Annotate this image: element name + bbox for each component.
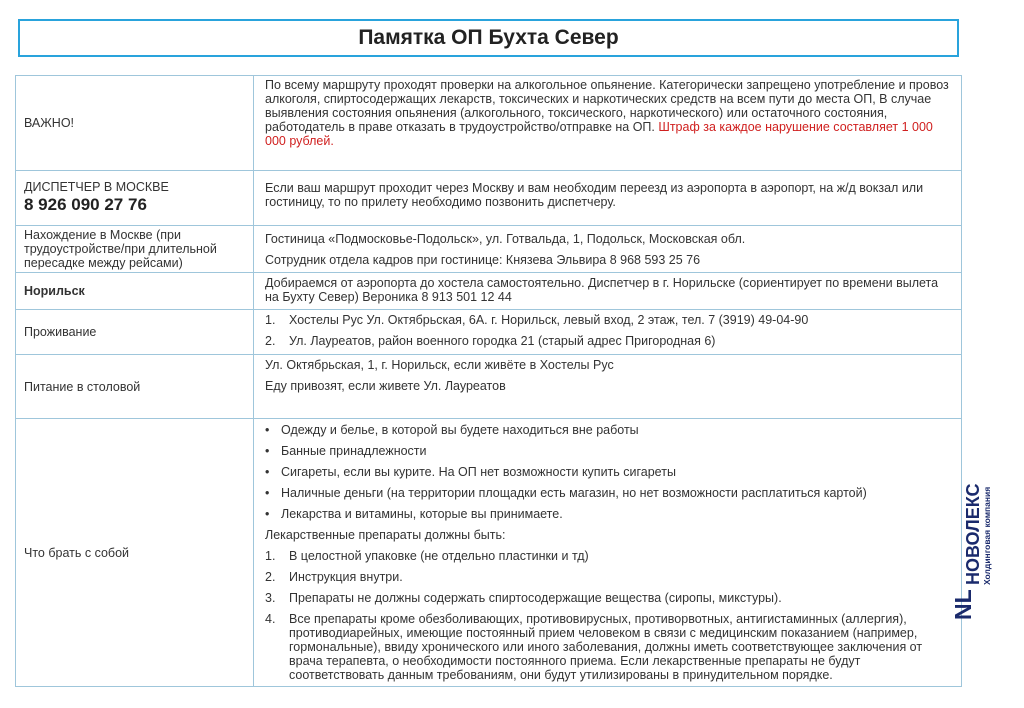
row-norilsk xyxy=(16,273,962,310)
label-moscow-stay: Нахождение в Москве (при трудоустройстве/при длительной пересадке между рейсами) xyxy=(16,226,254,273)
bullet-mark: • xyxy=(265,423,270,437)
bring-bullet xyxy=(265,507,953,521)
accommodation-text: Ул. Лауреатов, район военного городка 21 (старый адрес Пригородная 6) xyxy=(289,334,716,348)
med-text: В целостной упаковке (не отдельно пластинки и тд) xyxy=(289,549,589,563)
page-title: Памятка ОП Бухта Север xyxy=(358,26,619,49)
label-dispatcher xyxy=(16,171,254,226)
med-heading-text: Лекарственные препараты должны быть: xyxy=(265,528,506,542)
bring-bullet xyxy=(265,465,953,479)
row-important xyxy=(16,76,962,171)
row-dispatcher xyxy=(16,171,962,226)
med-number: 1. xyxy=(265,549,276,563)
label-bring: Что брать с собой xyxy=(16,419,254,687)
label-norilsk: Норильск xyxy=(16,273,254,310)
norilsk-text: Добираемся от аэропорта до хостела самостоятельно. Диспетчер в г. Норильске (сориентирует по времени вылета на Бухту Север) Вероника 8 913 501 12 44 xyxy=(265,276,939,304)
bullet-mark: • xyxy=(265,507,270,521)
value-norilsk xyxy=(254,273,962,310)
memo-table xyxy=(15,75,962,687)
row-moscow-stay xyxy=(16,226,962,273)
med-text: Препараты не должны содержать спиртосодержащие вещества (сиропы, микстуры). xyxy=(289,591,782,605)
med-item xyxy=(265,591,953,605)
moscow-hotel: Гостиница «Подмосковье-Подольск», ул. Готвальда, 1, Подольск, Московская обл. xyxy=(265,232,746,246)
bring-bullet xyxy=(265,444,953,458)
bring-bullet xyxy=(265,486,953,500)
med-text: Все препараты кроме обезболивающих, противовирусных, противорвотных, антигистаминных (аллергия), противодиарейных, имеющие постоянный прием человеком в связи с медицинским показанием (например, гормональные), ввиду хронического или иного заболевания, должны иметь соответствующее заключения от врача терапевта, о необходимости постоянного приема. Если лекарственные препараты не будут соответствовать данным требованиям, они будут утилизированы в принудительном порядке. xyxy=(289,612,923,682)
row-bring xyxy=(16,419,962,687)
bullet-text: Наличные деньги (на территории площадки есть магазин, но нет возможности расплатиться картой) xyxy=(281,486,867,500)
value-dispatcher xyxy=(254,171,962,226)
dispatcher-text: Если ваш маршрут проходит через Москву и вам необходим переезд из аэропорта в аэропорт, на ж/д вокзал или гостиницу, то по прилету необходимо позвонить диспетчеру. xyxy=(265,181,924,209)
med-item xyxy=(265,570,953,584)
bring-bullet xyxy=(265,423,953,437)
canteen-delivery: Еду привозят, если живете Ул. Лауреатов xyxy=(265,379,506,393)
canteen-address: Ул. Октябрьская, 1, г. Норильск, если живёте в Хостелы Рус xyxy=(265,358,614,372)
med-number: 2. xyxy=(265,570,276,584)
med-number: 4. xyxy=(265,612,276,626)
accommodation-item xyxy=(265,334,953,348)
value-important xyxy=(254,76,962,171)
row-accommodation xyxy=(16,310,962,355)
bullet-text: Лекарства и витамины, которые вы принимаете. xyxy=(281,507,563,521)
med-number: 3. xyxy=(265,591,276,605)
logo-tagline: Холдинговая компания xyxy=(982,486,992,585)
med-item xyxy=(265,612,953,682)
label-important: ВАЖНО! xyxy=(16,76,254,171)
label-canteen: Питание в столовой xyxy=(16,355,254,419)
bullet-text: Сигареты, если вы курите. На ОП нет возможности купить сигареты xyxy=(281,465,676,479)
accommodation-number: 1. xyxy=(265,313,276,327)
company-logo xyxy=(950,455,998,635)
logo-mark: NL xyxy=(950,589,976,620)
important-text: По всему маршруту проходят проверки на алкогольное опьянение. Категорически запрещено употребление и провоз алкоголя, спиртосодержащих лекарств, токсических и наркотических средств на всем пути до места ОП, В случае выявления состояния опьянения (алкогольного, токсического, наркотического) или остаточного состояния, работодатель в праве отказать в трудоустройство/отправке на ОП. xyxy=(265,78,949,134)
dispatcher-phone: 8 926 090 27 76 xyxy=(24,195,147,214)
value-moscow-stay xyxy=(254,226,962,273)
bullet-mark: • xyxy=(265,486,270,500)
bullet-text: Одежду и белье, в которой вы будете находиться вне работы xyxy=(281,423,639,437)
title-banner xyxy=(18,19,959,57)
bullet-mark: • xyxy=(265,444,270,458)
row-canteen xyxy=(16,355,962,419)
value-canteen xyxy=(254,355,962,419)
logo-name: НОВОЛЕКС xyxy=(963,483,983,585)
accommodation-item xyxy=(265,313,953,327)
med-heading xyxy=(265,528,953,542)
med-text: Инструкция внутри. xyxy=(289,570,403,584)
accommodation-number: 2. xyxy=(265,334,276,348)
moscow-hr-contact: Сотрудник отдела кадров при гостинице: Князева Эльвира 8 968 593 25 76 xyxy=(265,253,701,267)
accommodation-text: Хостелы Рус Ул. Октябрьская, 6А. г. Норильск, левый вход, 2 этаж, тел. 7 (3919) 49-04-90 xyxy=(289,313,809,327)
dispatcher-label: ДИСПЕТЧЕР В МОСКВЕ xyxy=(24,180,169,194)
value-accommodation xyxy=(254,310,962,355)
label-accommodation: Проживание xyxy=(16,310,254,355)
value-bring xyxy=(254,419,962,687)
bullet-mark: • xyxy=(265,465,270,479)
fine-text: Штраф за каждое нарушение составляет 1 000 000 рублей. xyxy=(265,120,933,148)
med-item xyxy=(265,549,953,563)
bullet-text: Банные принадлежности xyxy=(281,444,427,458)
